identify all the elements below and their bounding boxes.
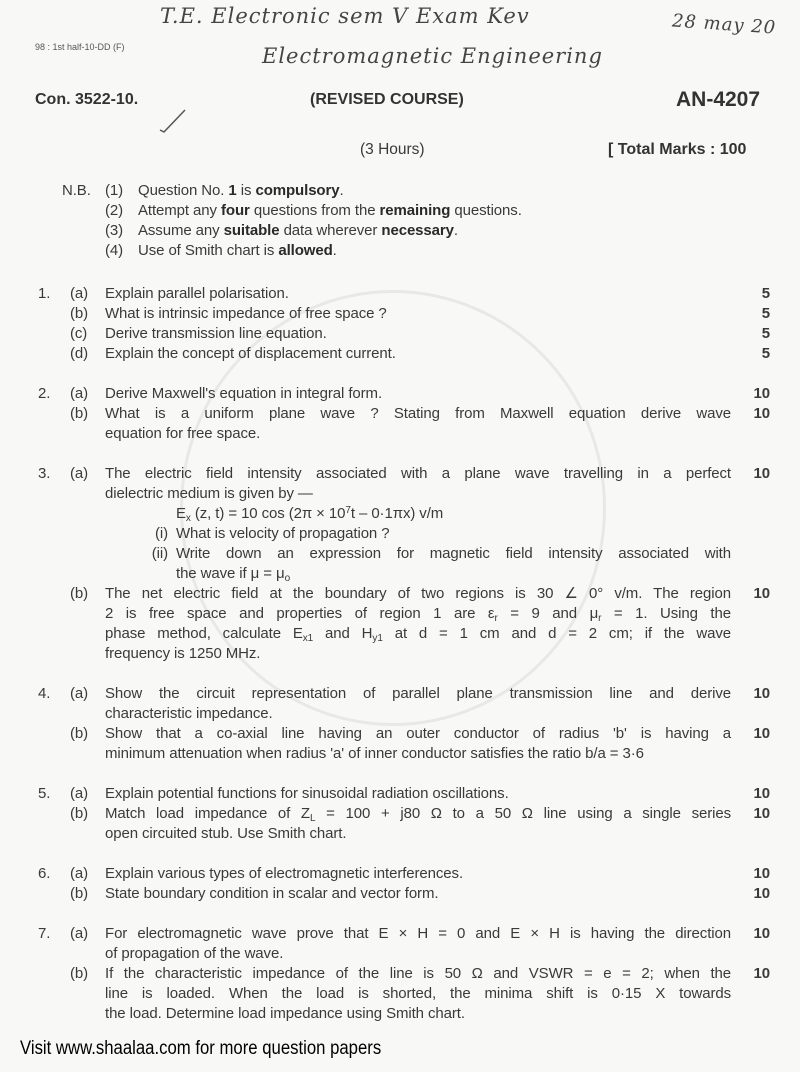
marks: 10 bbox=[753, 785, 770, 802]
question-line bbox=[0, 624, 800, 644]
question-text bbox=[105, 984, 731, 1004]
part-label: (b) bbox=[70, 305, 89, 322]
text-run: data wherever bbox=[279, 222, 382, 239]
part-label: (b) bbox=[70, 805, 89, 822]
question-line bbox=[0, 744, 800, 764]
part-label: (a) bbox=[70, 285, 89, 302]
question-text bbox=[105, 704, 731, 724]
text-run: Explain various types of electromagnetic interferences. bbox=[105, 865, 464, 882]
bold-text: necessary bbox=[381, 222, 454, 239]
instruction-number: (1) bbox=[105, 182, 124, 199]
question-number: 3. bbox=[38, 465, 51, 482]
text-run: Show that a co-axial line having an outer conductor of radius 'b' is having a bbox=[105, 725, 731, 742]
text-run: Explain the concept of displacement current. bbox=[105, 345, 396, 362]
marks: 10 bbox=[753, 925, 770, 942]
marks: 10 bbox=[753, 865, 770, 882]
spacer bbox=[0, 444, 800, 464]
text-run: questions. bbox=[450, 202, 522, 219]
text-run: For electromagnetic wave prove that E × H = 0 and E × H is having the direction bbox=[105, 925, 731, 942]
marks: 10 bbox=[753, 685, 770, 702]
instruction-item bbox=[0, 181, 800, 201]
question-line bbox=[0, 604, 800, 624]
question-text bbox=[105, 684, 731, 704]
marks: 10 bbox=[753, 385, 770, 402]
question-line bbox=[0, 704, 800, 724]
question-line bbox=[0, 384, 800, 404]
text-run: Question No. bbox=[138, 182, 229, 199]
text-run: is bbox=[236, 182, 256, 199]
question-text bbox=[105, 624, 731, 644]
text-run: . bbox=[339, 182, 344, 199]
paper-code: AN-4207 bbox=[676, 88, 761, 111]
question-line bbox=[0, 464, 800, 484]
question-text bbox=[105, 304, 731, 324]
question-line bbox=[0, 924, 800, 944]
checkmark-icon bbox=[158, 108, 188, 134]
text-run: minimum attenuation when radius 'a' of inner conductor satisfies the ratio b/a = 3·6 bbox=[105, 745, 644, 762]
instruction-text bbox=[138, 241, 800, 261]
marks: 10 bbox=[753, 805, 770, 822]
text-run: Write down an expression for magnetic field intensity associated with bbox=[176, 545, 731, 562]
nb-label: N.B. bbox=[62, 182, 91, 199]
question-line bbox=[0, 324, 800, 344]
question-line bbox=[0, 424, 800, 444]
spacer bbox=[0, 844, 800, 864]
bold-text: four bbox=[221, 202, 250, 219]
text-run: t – 0·1πx) v/m bbox=[350, 505, 444, 522]
question-line bbox=[0, 1004, 800, 1024]
spacer bbox=[0, 364, 800, 384]
instructions bbox=[0, 181, 800, 261]
text-run: frequency is 1250 MHz. bbox=[105, 645, 261, 662]
question-text bbox=[105, 884, 731, 904]
text-run: Explain potential functions for sinusoidal radiation oscillations. bbox=[105, 785, 509, 802]
handwritten-date: 28 may 20 bbox=[671, 10, 777, 39]
question-text bbox=[105, 924, 731, 944]
spacer bbox=[0, 764, 800, 784]
instruction-text bbox=[138, 201, 800, 221]
question-line bbox=[0, 864, 800, 884]
subitem-text bbox=[176, 564, 731, 584]
text-run: Derive transmission line equation. bbox=[105, 325, 327, 342]
question-line bbox=[0, 984, 800, 1004]
subscript: L bbox=[310, 813, 316, 824]
text-run: Show the circuit representation of parallel plane transmission line and derive bbox=[105, 685, 731, 702]
subitem-text bbox=[176, 524, 731, 544]
text-run: Explain parallel polarisation. bbox=[105, 285, 289, 302]
question-text bbox=[105, 404, 731, 424]
print-code: 98 : 1st half-10-DD (F) bbox=[35, 42, 125, 52]
question-line bbox=[0, 344, 800, 364]
marks: 5 bbox=[761, 305, 770, 322]
question-line bbox=[0, 284, 800, 304]
question-text bbox=[105, 644, 731, 664]
subscript: x bbox=[185, 513, 191, 524]
question-number: 4. bbox=[38, 685, 51, 702]
text-run: What is velocity of propagation ? bbox=[176, 525, 390, 542]
marks: 10 bbox=[753, 405, 770, 422]
duration: (3 Hours) bbox=[360, 141, 425, 158]
text-run: 2 is free space and properties of region 1 are ε bbox=[105, 605, 495, 622]
bold-text: allowed bbox=[278, 242, 333, 259]
text-run: dielectric medium is given by — bbox=[105, 485, 313, 502]
question-text bbox=[105, 824, 731, 844]
question-line bbox=[0, 684, 800, 704]
subitem-text bbox=[176, 544, 731, 564]
subitem-label: (ii) bbox=[151, 545, 168, 562]
question-line bbox=[0, 944, 800, 964]
text-run: line is loaded. When the load is shorted, the minima shift is 0·15 X towards bbox=[105, 985, 731, 1002]
question-text bbox=[105, 484, 731, 504]
text-run: What is a uniform plane wave ? Stating from Maxwell equation derive wave bbox=[105, 405, 731, 422]
part-label: (b) bbox=[70, 725, 89, 742]
question-text bbox=[105, 964, 731, 984]
text-run: What is intrinsic impedance of free space ? bbox=[105, 305, 387, 322]
subscript: y1 bbox=[372, 633, 383, 644]
course-label: (REVISED COURSE) bbox=[310, 91, 464, 108]
text-run: . bbox=[453, 222, 458, 239]
question-text bbox=[105, 804, 731, 824]
questions-list bbox=[0, 284, 800, 1024]
text-run: If the characteristic impedance of the line is 50 Ω and VSWR = e = 2; when the bbox=[105, 965, 731, 982]
question-text bbox=[105, 424, 731, 444]
part-label: (a) bbox=[70, 685, 89, 702]
question-text bbox=[105, 284, 731, 304]
text-run: phase method, calculate E bbox=[105, 625, 303, 642]
instruction-item bbox=[0, 241, 800, 261]
marks: 10 bbox=[753, 465, 770, 482]
part-label: (b) bbox=[70, 405, 89, 422]
question-text bbox=[105, 1004, 731, 1024]
part-label: (b) bbox=[70, 585, 89, 602]
instruction-number: (3) bbox=[105, 222, 124, 239]
question-line bbox=[0, 964, 800, 984]
text-run: open circuited stub. Use Smith chart. bbox=[105, 825, 347, 842]
text-run: . bbox=[332, 242, 337, 259]
question-line bbox=[0, 804, 800, 824]
bold-text: 1 bbox=[228, 182, 237, 199]
question-text bbox=[105, 464, 731, 484]
text-run: Derive Maxwell's equation in integral form. bbox=[105, 385, 383, 402]
footer-link[interactable]: Visit www.shaalaa.com for more question papers bbox=[20, 1038, 382, 1059]
handwritten-subject: Electromagnetic Engineering bbox=[262, 44, 603, 68]
text-run: = 1. Using the bbox=[601, 605, 731, 622]
subscript: o bbox=[284, 573, 291, 584]
question-text bbox=[105, 344, 731, 364]
part-label: (b) bbox=[70, 885, 89, 902]
text-run: of propagation of the wave. bbox=[105, 945, 284, 962]
total-marks: [ Total Marks : 100 bbox=[608, 141, 747, 158]
question-text bbox=[105, 384, 731, 404]
question-line bbox=[0, 404, 800, 424]
text-run: = 9 and μ bbox=[497, 605, 599, 622]
question-line bbox=[0, 644, 800, 664]
text-run: = 100 + j80 Ω to a 50 Ω line using a single series bbox=[315, 805, 731, 822]
subscript: x1 bbox=[302, 633, 314, 644]
subscript: r bbox=[494, 613, 498, 624]
text-run: E bbox=[176, 505, 186, 522]
instruction-item bbox=[0, 221, 800, 241]
marks: 5 bbox=[761, 345, 770, 362]
question-number: 1. bbox=[38, 285, 51, 302]
part-label: (a) bbox=[70, 865, 89, 882]
text-run: the wave if μ = μ bbox=[176, 565, 285, 582]
question-text bbox=[105, 724, 731, 744]
question-text bbox=[105, 784, 731, 804]
question-number: 5. bbox=[38, 785, 51, 802]
marks: 5 bbox=[761, 325, 770, 342]
superscript: 7 bbox=[345, 505, 351, 516]
text-run: the load. Determine load impedance using Smith chart. bbox=[105, 1005, 465, 1022]
text-run: The electric field intensity associated with a plane wave travelling in a perfect bbox=[105, 465, 731, 482]
text-run: equation for free space. bbox=[105, 425, 261, 442]
text-run: characteristic impedance. bbox=[105, 705, 273, 722]
question-text bbox=[105, 604, 731, 624]
subscript: r bbox=[598, 613, 602, 624]
question-line bbox=[0, 784, 800, 804]
text-run: State boundary condition in scalar and vector form. bbox=[105, 885, 439, 902]
instruction-text bbox=[138, 221, 800, 241]
part-label: (a) bbox=[70, 465, 89, 482]
part-label: (c) bbox=[70, 325, 88, 342]
instruction-number: (2) bbox=[105, 202, 124, 219]
question-text bbox=[105, 744, 731, 764]
subitem-line bbox=[0, 544, 800, 564]
question-line bbox=[0, 824, 800, 844]
text-run: Attempt any bbox=[138, 202, 222, 219]
instruction-item bbox=[0, 201, 800, 221]
part-label: (a) bbox=[70, 785, 89, 802]
part-label: (a) bbox=[70, 925, 89, 942]
question-text bbox=[105, 324, 731, 344]
part-label: (d) bbox=[70, 345, 89, 362]
text-run: Match load impedance of Z bbox=[105, 805, 310, 822]
con-number: Con. 3522-10. bbox=[35, 91, 139, 108]
subitem-label: (i) bbox=[154, 525, 168, 542]
text-run: The net electric field at the boundary of two regions is 30 ∠ 0° v/m. The region bbox=[105, 585, 731, 602]
bold-text: suitable bbox=[223, 222, 280, 239]
question-number: 7. bbox=[38, 925, 51, 942]
text-run: and H bbox=[313, 625, 373, 642]
formula bbox=[176, 504, 800, 524]
text-run: at d = 1 cm and d = 2 cm; if the wave bbox=[382, 625, 731, 642]
question-line bbox=[0, 724, 800, 744]
bold-text: remaining bbox=[379, 202, 451, 219]
question-text bbox=[105, 864, 731, 884]
text-run: (z, t) = 10 cos (2π × 10 bbox=[190, 505, 346, 522]
marks: 10 bbox=[753, 585, 770, 602]
text-run: Use of Smith chart is bbox=[138, 242, 279, 259]
text-run: Assume any bbox=[138, 222, 224, 239]
bold-text: compulsory bbox=[255, 182, 340, 199]
instruction-text bbox=[138, 181, 800, 201]
question-line bbox=[0, 584, 800, 604]
part-label: (a) bbox=[70, 385, 89, 402]
subitem-line bbox=[0, 564, 800, 584]
marks: 10 bbox=[753, 725, 770, 742]
marks: 10 bbox=[753, 885, 770, 902]
part-label: (b) bbox=[70, 965, 89, 982]
formula-line bbox=[0, 504, 800, 524]
handwritten-title: T.E. Electronic sem V Exam Kev bbox=[160, 4, 530, 28]
text-run: questions from the bbox=[249, 202, 380, 219]
question-line bbox=[0, 484, 800, 504]
question-number: 2. bbox=[38, 385, 51, 402]
spacer bbox=[0, 664, 800, 684]
marks: 10 bbox=[753, 965, 770, 982]
spacer bbox=[0, 904, 800, 924]
marks: 5 bbox=[761, 285, 770, 302]
question-line bbox=[0, 304, 800, 324]
question-line bbox=[0, 884, 800, 904]
instruction-number: (4) bbox=[105, 242, 124, 259]
question-text bbox=[105, 944, 731, 964]
question-number: 6. bbox=[38, 865, 51, 882]
question-text bbox=[105, 584, 731, 604]
subitem-line bbox=[0, 524, 800, 544]
